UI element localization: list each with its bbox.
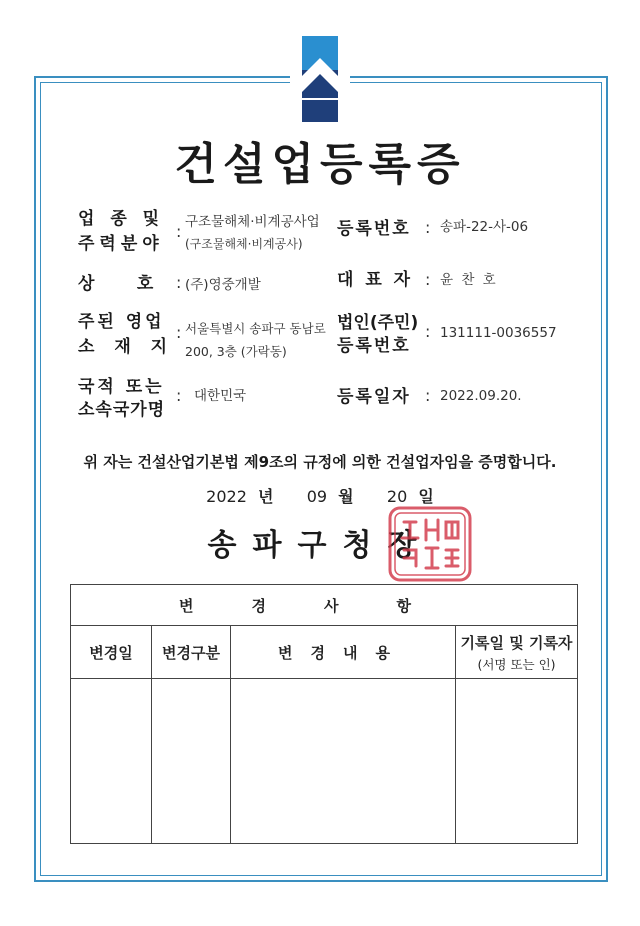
table-cell bbox=[152, 679, 231, 844]
office-value-line2: 200, 3층 (가락동) bbox=[185, 344, 287, 359]
corp-reg-label-line1: 법인(주민) bbox=[337, 313, 419, 333]
construction-emblem-icon bbox=[290, 36, 350, 126]
corp-reg-label-line2: 등록번호 bbox=[337, 336, 411, 356]
business-type-value-line2: (구조물해체·비계공사) bbox=[185, 237, 303, 251]
issue-year: 2022 bbox=[206, 487, 247, 506]
document-title: 건설업등록증 bbox=[174, 139, 466, 190]
business-type-label-line1: 업 종 및 bbox=[78, 209, 165, 229]
table-cell bbox=[231, 679, 456, 844]
reg-date-label: 등록일자 bbox=[337, 387, 411, 407]
colon: : bbox=[425, 386, 431, 405]
nationality-label-line2: 소속국가명 bbox=[78, 400, 166, 420]
year-unit: 년 bbox=[257, 487, 274, 506]
colon: : bbox=[425, 218, 431, 237]
col-record-date-note: (서명 또는 인) bbox=[477, 656, 556, 672]
colon: : bbox=[176, 323, 182, 342]
representative-label: 대 표 자 bbox=[337, 270, 414, 290]
changes-table-title: 변경사항 bbox=[71, 585, 578, 626]
colon: : bbox=[176, 222, 182, 241]
col-record-date bbox=[456, 626, 578, 679]
reg-number-value: 송파-22-사-06 bbox=[440, 219, 529, 235]
office-value-line1: 서울특별시 송파구 동남로 bbox=[185, 321, 326, 336]
corp-reg-value: 131111-0036557 bbox=[440, 325, 557, 341]
colon: : bbox=[176, 273, 182, 292]
table-cell bbox=[71, 679, 152, 844]
issuer-name: 송파구청장 bbox=[207, 528, 433, 563]
reg-number-label: 등록번호 bbox=[337, 219, 411, 239]
company-value: (주)영중개발 bbox=[185, 277, 261, 293]
issue-month: 09 bbox=[306, 487, 328, 506]
colon: : bbox=[425, 270, 431, 289]
col-change-type: 변경구분 bbox=[152, 626, 231, 679]
issue-day: 20 bbox=[386, 487, 408, 506]
issue-date bbox=[0, 484, 640, 507]
business-type-label-line2: 주력분야 bbox=[78, 234, 164, 254]
col-record-date-label: 기록일 및 기록자 bbox=[460, 633, 573, 652]
col-change-content: 변경내용 bbox=[231, 626, 456, 679]
col-change-date: 변경일 bbox=[71, 626, 152, 679]
colon: : bbox=[425, 322, 431, 341]
reg-date-value: 2022.09.20. bbox=[440, 388, 522, 404]
company-label: 상 호 bbox=[78, 274, 155, 294]
certification-statement: 위 자는 건설산업기본법 제9조의 규정에 의한 건설업자임을 증명합니다. bbox=[83, 453, 557, 471]
colon: : bbox=[176, 386, 182, 405]
official-red-seal-icon bbox=[386, 504, 474, 584]
day-unit: 일 bbox=[418, 487, 434, 506]
month-unit: 월 bbox=[338, 487, 354, 506]
changes-table bbox=[70, 584, 578, 844]
nationality-label-line1: 국적 또는 bbox=[78, 377, 165, 397]
table-cell bbox=[456, 679, 578, 844]
business-type-value-line1: 구조물해체·비계공사업 bbox=[185, 214, 320, 230]
office-label-line1: 주된 영업 bbox=[78, 312, 165, 332]
nationality-value: 대한민국 bbox=[194, 388, 247, 404]
representative-value: 윤 찬 호 bbox=[440, 272, 498, 288]
office-label-line2: 소 재 지 bbox=[78, 337, 175, 357]
